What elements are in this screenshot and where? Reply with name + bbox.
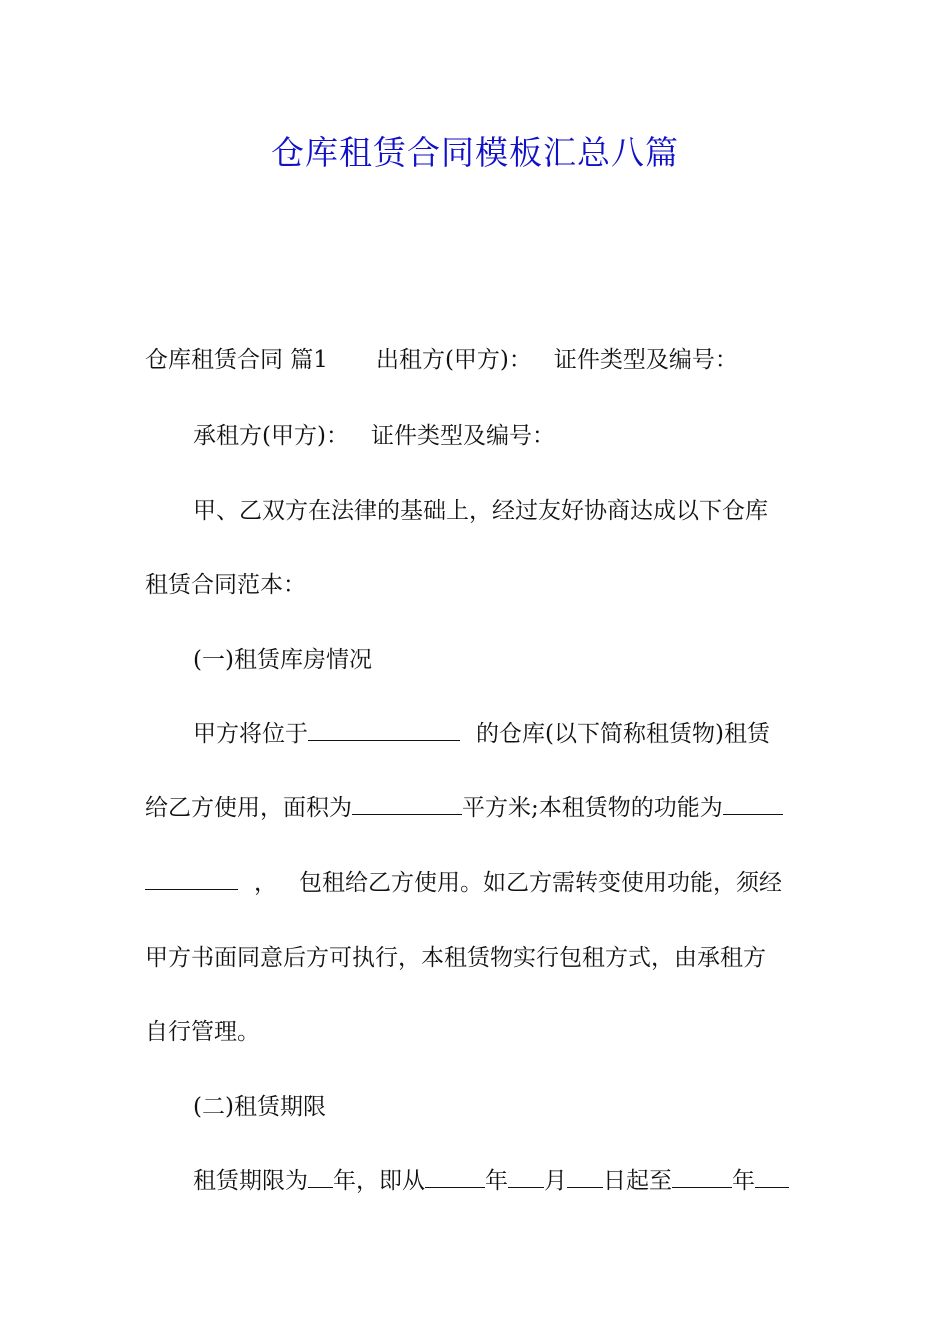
text-span: 月 bbox=[544, 1168, 567, 1194]
paragraph-2-line-1 bbox=[193, 1166, 858, 1196]
blank-function-end bbox=[145, 869, 238, 890]
text-span: 日起至 bbox=[603, 1168, 672, 1194]
section-heading-2: (二)租赁期限 bbox=[193, 1094, 326, 1120]
text-span: 的仓库(以下简称租赁物)租赁 bbox=[476, 721, 770, 747]
text-span: 年，即从 bbox=[333, 1168, 425, 1194]
text-span: 租赁期限为 bbox=[193, 1168, 308, 1194]
text-span: ， bbox=[254, 870, 277, 896]
blank-location bbox=[308, 720, 460, 741]
section-heading-1: (一)租赁库房情况 bbox=[193, 647, 372, 673]
lessee-label: 承租方(甲方)： bbox=[193, 423, 349, 449]
lessee-line bbox=[193, 421, 858, 451]
blank-start-year bbox=[425, 1167, 485, 1188]
contract-heading-line bbox=[145, 345, 810, 375]
blank-end-month bbox=[755, 1167, 789, 1188]
text-span: 包租给乙方使用。如乙方需转变使用功能，须经 bbox=[299, 870, 782, 896]
paragraph-1-line-4: 甲方书面同意后方可执行，本租赁物实行包租方式，由承租方 bbox=[145, 945, 766, 971]
text-span: 给乙方使用，面积为 bbox=[145, 795, 352, 821]
lessee-id-label: 证件类型及编号： bbox=[370, 423, 555, 449]
paragraph-intro-line-2: 租赁合同范本： bbox=[145, 572, 306, 598]
contract-heading: 仓库租赁合同 篇1 bbox=[145, 347, 328, 373]
document-title: 仓库租赁合同模板汇总八篇 bbox=[271, 133, 679, 172]
blank-function-start bbox=[723, 794, 783, 815]
paragraph-intro-line-1: 甲、乙双方在法律的基础上，经过友好协商达成以下仓库 bbox=[193, 498, 768, 524]
blank-years bbox=[308, 1167, 333, 1188]
text-span: 平方米;本租赁物的功能为 bbox=[462, 795, 723, 821]
text-span: 甲方将位于 bbox=[193, 721, 308, 747]
paragraph-1-line-1 bbox=[193, 719, 858, 749]
paragraph-1-line-2 bbox=[145, 793, 810, 823]
blank-area bbox=[352, 794, 462, 815]
blank-start-day bbox=[567, 1167, 603, 1188]
paragraph-1-line-3 bbox=[145, 868, 810, 898]
blank-start-month bbox=[508, 1167, 544, 1188]
text-span: 年 bbox=[732, 1168, 755, 1194]
paragraph-1-line-5: 自行管理。 bbox=[145, 1019, 260, 1045]
text-span: 年 bbox=[485, 1168, 508, 1194]
lessor-label: 出租方(甲方)： bbox=[375, 347, 532, 373]
blank-end-year bbox=[672, 1167, 732, 1188]
lessor-id-label: 证件类型及编号： bbox=[553, 347, 738, 373]
